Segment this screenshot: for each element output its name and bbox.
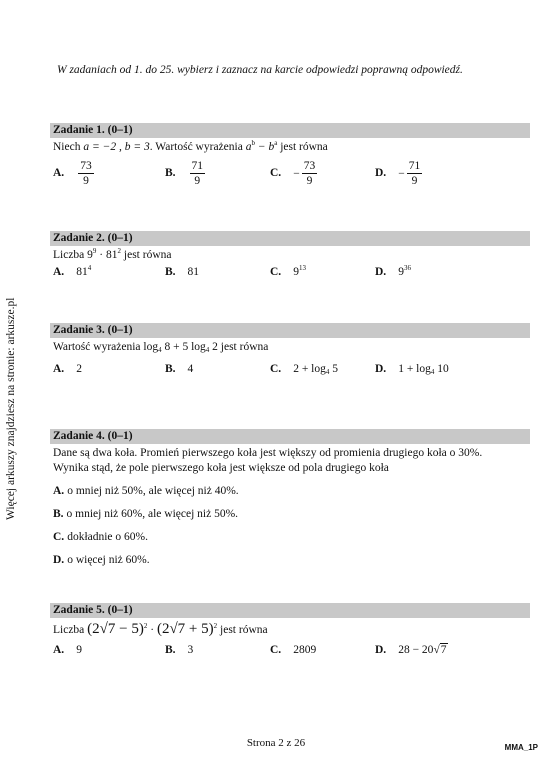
option-c[interactable]: [270, 266, 306, 278]
instructions-text: W zadaniach od 1. do 25. wybierz i zaznacz na karcie odpowiedzi poprawną odpowiedź.: [57, 64, 463, 76]
stem-dot: ·: [147, 624, 157, 636]
option-text: 5: [329, 363, 338, 375]
option-letter: A.: [53, 485, 65, 497]
stem-exponent: 2: [213, 622, 218, 630]
option-d[interactable]: [375, 266, 411, 278]
stem-suffix: jest równa: [123, 249, 172, 261]
task-4-stem-line-1: Dane są dwa koła. Promień pierwszego koła jest większy od promienia drugiego koła o 30%.: [53, 447, 483, 459]
stem-suffix: jest równa: [220, 341, 269, 353]
expr-a: a: [245, 141, 252, 153]
fraction: [407, 159, 423, 188]
task-3-title: Zadanie 3. (0–1): [50, 323, 530, 338]
denominator: 9: [194, 175, 201, 187]
option-sign: −: [293, 167, 300, 180]
task-4: [50, 429, 530, 568]
stem-log-arg: 2: [209, 341, 218, 353]
stem-expression: (2√7 − 5): [87, 621, 144, 637]
option-log-base: 4: [430, 368, 435, 376]
stem-log-base: 4: [205, 346, 210, 354]
expr-exp-a: a: [274, 139, 278, 147]
option-d[interactable]: [375, 159, 422, 188]
numerator: 71: [408, 160, 421, 172]
stem-vars: a = −2 , b = 3: [83, 141, 150, 153]
option-text: o więcej niż 60%.: [67, 554, 150, 566]
task-5-options: [50, 640, 530, 664]
task-1-title: Zadanie 1. (0–1): [50, 123, 530, 138]
page-number: Strona 2 z 26: [246, 737, 306, 749]
option-letter: A.: [53, 644, 65, 656]
task-1: [50, 123, 530, 189]
option-letter: B.: [165, 363, 176, 375]
stem-prefix: Liczba: [53, 249, 85, 261]
denominator: 9: [306, 175, 313, 187]
option-a[interactable]: [53, 363, 82, 375]
task-4-stem-line-2: Wynika stąd, że pole pierwszego koła jest większe od pola drugiego koła: [53, 462, 389, 474]
stem-mid: . Wartość wyrażenia: [149, 141, 243, 153]
option-letter: B.: [165, 644, 176, 656]
task-3-stem: [50, 338, 530, 355]
option-d[interactable]: [375, 644, 448, 656]
stem-log-base: 4: [158, 346, 162, 354]
option-letter: B.: [165, 266, 176, 278]
stem-prefix: Wartość wyrażenia: [53, 341, 141, 353]
option-text: 4: [187, 363, 194, 375]
option-text: 1 + log: [398, 363, 431, 375]
option-letter: D.: [375, 266, 387, 278]
stem-expression: (2√7 + 5): [156, 621, 214, 637]
fraction: [302, 159, 318, 188]
option-base: 9: [398, 266, 404, 278]
option-base: 9: [293, 266, 299, 278]
option-letter: A.: [53, 167, 65, 180]
option-b[interactable]: [165, 644, 193, 656]
option-text: 2809: [293, 644, 317, 656]
option-b[interactable]: [165, 266, 199, 278]
option-exponent: 36: [403, 264, 411, 272]
task-3-options: [50, 360, 530, 384]
denominator: 9: [83, 175, 89, 187]
option-c[interactable]: [270, 363, 338, 375]
option-c[interactable]: [270, 159, 317, 188]
option-text: dokładnie o 60%.: [67, 531, 148, 543]
option-letter: C.: [53, 531, 65, 543]
option-a[interactable]: [53, 644, 82, 656]
stem-prefix: Niech: [53, 141, 81, 153]
task-2-options: [50, 263, 530, 285]
option-exponent: 4: [87, 264, 92, 272]
denominator: 9: [411, 175, 418, 187]
option-exponent: 13: [298, 264, 306, 272]
option-text: 3: [187, 644, 194, 656]
option-text: 2: [76, 363, 82, 375]
stem-prefix: Liczba: [53, 624, 85, 636]
exam-code: MMA_1P: [504, 743, 538, 752]
stem-base: · 81: [96, 249, 118, 261]
expr-b: − b: [254, 141, 275, 153]
sqrt-radicand: 7: [440, 644, 447, 656]
option-text: o mniej niż 50%, ale więcej niż 40%.: [67, 485, 239, 497]
option-b[interactable]: [165, 159, 205, 188]
numerator: 71: [191, 160, 204, 172]
option-base: 81: [76, 266, 88, 278]
option-c[interactable]: [50, 530, 530, 545]
option-sign: −: [398, 167, 405, 180]
stem-exponent: 9: [92, 247, 97, 255]
option-log-base: 4: [325, 368, 330, 376]
stem-base: 9: [87, 249, 93, 261]
option-letter: B.: [53, 508, 64, 520]
option-letter: D.: [375, 644, 387, 656]
option-c[interactable]: [270, 644, 316, 656]
task-2: [50, 231, 530, 285]
option-a[interactable]: [53, 266, 91, 278]
task-5-stem: [50, 618, 530, 638]
option-letter: B.: [165, 167, 176, 180]
option-letter: C.: [270, 266, 282, 278]
stem-exponent: 2: [143, 622, 148, 630]
option-letter: A.: [53, 266, 65, 278]
stem-log: 8 + 5 log: [161, 341, 206, 353]
side-watermark-text: Więcej arkuszy znajdziesz na stronie: arkusze.pl: [5, 297, 17, 520]
option-text: 28 − 20: [398, 644, 434, 656]
option-d[interactable]: [50, 553, 530, 568]
task-2-stem: [50, 246, 530, 263]
stem-suffix: jest równa: [220, 624, 268, 636]
option-d[interactable]: [375, 363, 449, 375]
option-base: 81: [187, 266, 200, 278]
option-b[interactable]: [165, 363, 193, 375]
stem-suffix: jest równa: [280, 141, 328, 153]
option-text: 9: [76, 644, 82, 656]
option-letter: C.: [270, 363, 282, 375]
option-a[interactable]: [53, 159, 94, 188]
option-a[interactable]: [50, 484, 530, 499]
option-text: 2 + log: [293, 363, 326, 375]
task-5-title: Zadanie 5. (0–1): [50, 603, 530, 618]
option-text: o mniej niż 60%, ale więcej niż 50%.: [66, 508, 239, 520]
numerator: 73: [303, 160, 316, 172]
expr-exp-b: b: [251, 139, 255, 147]
numerator: 73: [80, 160, 92, 172]
option-letter: D.: [375, 167, 387, 180]
sqrt-sign: √: [433, 644, 440, 656]
option-letter: C.: [270, 644, 282, 656]
option-b[interactable]: [50, 507, 530, 522]
stem-exponent: 2: [117, 247, 122, 255]
task-3: [50, 323, 530, 384]
task-1-options: [50, 155, 530, 189]
task-2-title: Zadanie 2. (0–1): [50, 231, 530, 246]
task-4-title: Zadanie 4. (0–1): [50, 429, 530, 444]
task-1-stem: [50, 138, 530, 155]
option-letter: D.: [375, 363, 387, 375]
fraction: [78, 159, 94, 188]
stem-log: log: [143, 341, 159, 353]
fraction: [190, 159, 206, 188]
option-letter: D.: [53, 554, 65, 566]
option-text: 10: [434, 363, 449, 375]
option-letter: C.: [270, 167, 282, 180]
option-letter: A.: [53, 363, 65, 375]
task-5: [50, 603, 530, 664]
